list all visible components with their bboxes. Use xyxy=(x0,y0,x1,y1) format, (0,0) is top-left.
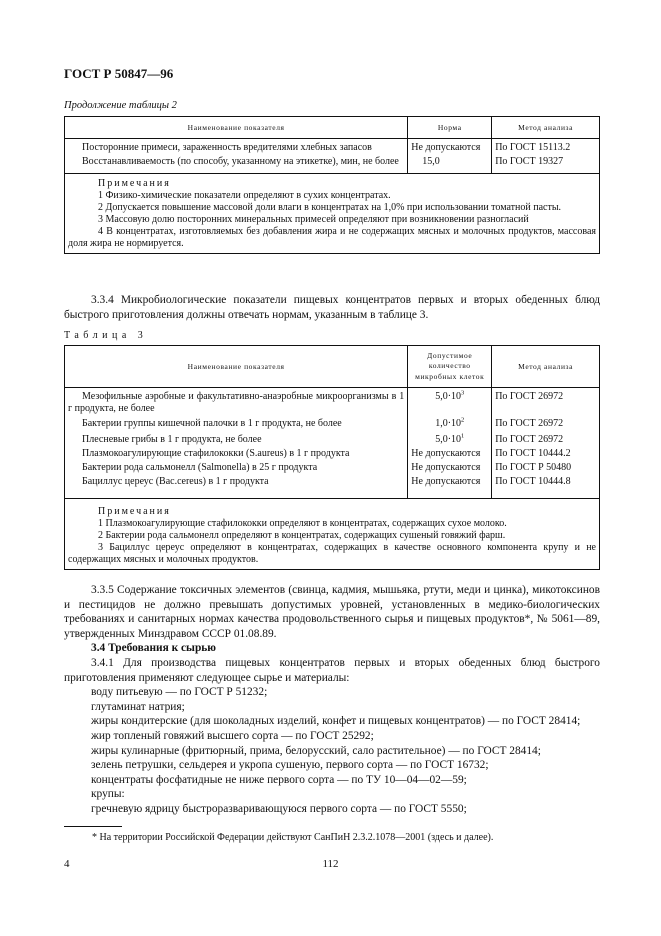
table2-header-name: Наименование показателя xyxy=(65,117,408,139)
list-item: жир топленый говяжий высшего сорта — по ГОСТ 25292; xyxy=(91,729,374,742)
table3-notes-row xyxy=(65,499,600,570)
table-3 xyxy=(64,345,600,570)
table2-header-norm: Норма xyxy=(408,117,492,139)
table2-header-row xyxy=(65,117,600,139)
table-row xyxy=(65,461,600,475)
table3-row6-norm: Не допускаются xyxy=(408,475,492,499)
list-item: глутаминат натрия; xyxy=(91,700,185,713)
table3-row2-norm-base: 1,0·10 xyxy=(435,418,462,430)
table-row xyxy=(65,475,600,499)
table3-row6-method: По ГОСТ 10444.8 xyxy=(492,475,600,499)
table3-row2-norm-exp: 2 xyxy=(461,417,465,425)
table-2 xyxy=(64,116,600,254)
table2-note-4: 4 В концентратах, изготовляемых без добавления жира и не содержащих мясных и молочных продуктов, массовая доля жира не нормируется. xyxy=(68,226,596,250)
table3-row4-norm: Не допускаются xyxy=(408,447,492,461)
table-row xyxy=(65,388,600,417)
paragraph-3-3-5: 3.3.5 Содержание токсичных элементов (свинца, кадмия, мышьяка, ртути, меди и цинка), микотоксинов и пестицидов не должно превышать допустимых уровней, установленных в медико-биологических требованиях и санитарных нормах качества продовольственного сырья и пищевых продуктов*, № 5061—89, утвержденных Минздравом СССР 01.08.89. xyxy=(64,584,600,640)
table3-row4-name: Плазмокоагулирующие стафилококки (S.aureus) в 1 г продукта xyxy=(65,447,408,461)
table3-header-norm: Допустимое количество микробных клеток xyxy=(408,346,492,388)
table-row xyxy=(65,447,600,461)
document-header: ГОСТ Р 50847—96 xyxy=(64,66,174,81)
list-item: зелень петрушки, сельдерея и укропа сушеную, первого сорта — по ГОСТ 16732; xyxy=(91,759,489,772)
table2-note-2: 2 Допускается повышение массовой доли влаги в концентратах на 1,0% при использовании томатной пасты. xyxy=(98,202,562,214)
table2-continuation-label: Продолжение таблицы 2 xyxy=(64,100,177,111)
paragraph-3-3-4: 3.3.4 Микробиологические показатели пищевых концентратов первых и вторых обеденных блюд быстрого приготовления должны отвечать нормам, указанным в таблице 3. xyxy=(64,294,600,321)
table3-header-method: Метод анализа xyxy=(492,346,600,388)
list-item: жиры кулинарные (фритюрный, прима, белорусский, сало растительное) — по ГОСТ 28414; xyxy=(91,744,541,757)
table3-note-3: 3 Бациллус цереус определяют в концентратах, содержащих в качестве основного компонента крупу и не содержащих мясных и молочных продуктов. xyxy=(68,542,596,566)
table3-row1-norm-base: 5,0·10 xyxy=(435,391,462,402)
table-row xyxy=(65,155,600,174)
table3-row3-norm-base: 5,0·10 xyxy=(435,433,462,445)
table3-row5-name: Бактерии рода сальмонелл (Salmonella) в 25 г продукта xyxy=(65,461,408,475)
table2-row2-method: По ГОСТ 19327 xyxy=(492,155,600,174)
table2-note-3: 3 Массовую долю посторонних минеральных примесей определяют при возникновении разногласий xyxy=(98,214,529,226)
table3-row2-name: Бактерии группы кишечной палочки в 1 г продукта, не более xyxy=(65,416,408,431)
table2-row1-method: По ГОСТ 15113.2 xyxy=(492,139,600,156)
table3-row6-name: Бациллус цереус (Bac.cereus) в 1 г продукта xyxy=(65,475,408,499)
table3-row3-method: По ГОСТ 26972 xyxy=(492,432,600,447)
paragraph-3-4-1: 3.4.1 Для производства пищевых концентратов первых и вторых обеденных блюд быстрого приготовления применяют следующее сырье и материалы: xyxy=(64,656,600,684)
table3-row1-norm-exp: 3 xyxy=(461,389,465,397)
list-item: крупы: xyxy=(91,788,125,801)
table2-row2-norm: 15,0 xyxy=(408,155,492,174)
table3-row1-method: По ГОСТ 26972 xyxy=(492,388,600,417)
table2-notes xyxy=(65,174,600,254)
list-item: концентраты фосфатидные не ниже первого сорта — по ТУ 10—04—02—59; xyxy=(91,773,467,786)
table3-note-1: 1 Плазмокоагулирующие стафилококки определяют в концентратах, содержащих сухое молоко. xyxy=(98,518,507,530)
table3-row4-method: По ГОСТ 10444.2 xyxy=(492,447,600,461)
page-number-center: 112 xyxy=(322,858,339,870)
table2-row1-name: Посторонние примеси, зараженность вредителями хлебных запасов xyxy=(65,139,408,156)
table3-row3-name: Плесневые грибы в 1 г продукта, не более xyxy=(65,432,408,447)
table3-row5-method: По ГОСТ Р 50480 xyxy=(492,461,600,475)
table2-header-method: Метод анализа xyxy=(492,117,600,139)
table2-row2-name: Восстанавливаемость (по способу, указанному на этикетке), мин, не более xyxy=(65,155,408,174)
table3-row3-norm xyxy=(408,432,492,447)
table-row xyxy=(65,432,600,447)
table-row xyxy=(65,139,600,156)
table3-note-2: 2 Бактерии рода сальмонелл определяют в концентратах, содержащих сушеный говяжий фарш. xyxy=(98,530,506,542)
table3-header-row xyxy=(65,346,600,388)
table3-row1-name: Мезофильные аэробные и факультативно-анаэробные микроорганизмы в 1 г продукта, не более xyxy=(65,388,408,417)
table-row xyxy=(65,416,600,431)
table3-header-name: Наименование показателя xyxy=(65,346,408,388)
table3-row5-norm: Не допускаются xyxy=(408,461,492,475)
table3-label: Таблица 3 xyxy=(64,330,148,341)
table3-notes xyxy=(65,499,600,570)
list-item: жиры кондитерские (для шоколадных изделий, конфет и пищевых концентратов) — по ГОСТ 28414; xyxy=(91,715,581,728)
table2-notes-row xyxy=(65,174,600,254)
table2-note-1: 1 Физико-химические показатели определяют в сухих концентратах. xyxy=(98,190,391,202)
table3-row2-norm xyxy=(408,416,492,431)
table2-row1-norm: Не допускаются xyxy=(408,139,492,156)
table3-notes-title: Примечания xyxy=(98,506,171,518)
footnote: * На территории Российской Федерации действуют СанПиН 2.3.2.1078—2001 (здесь и далее). xyxy=(92,832,494,843)
table2-notes-title: Примечания xyxy=(98,178,171,190)
table3-row3-norm-exp: 1 xyxy=(461,432,465,440)
paragraph-3-3-4-block xyxy=(64,293,600,322)
list-item: гречневую ядрицу быстроразваривающуюся первого сорта — по ГОСТ 5550; xyxy=(91,802,467,815)
footnote-separator xyxy=(64,826,122,827)
body-text xyxy=(64,583,600,817)
table3-row1-norm xyxy=(408,388,492,417)
section-3-4-heading: 3.4 Требования к сырью xyxy=(91,642,217,655)
page-number-left: 4 xyxy=(64,858,70,870)
list-item: воду питьевую — по ГОСТ Р 51232; xyxy=(91,686,268,699)
table3-row2-method: По ГОСТ 26972 xyxy=(492,416,600,431)
